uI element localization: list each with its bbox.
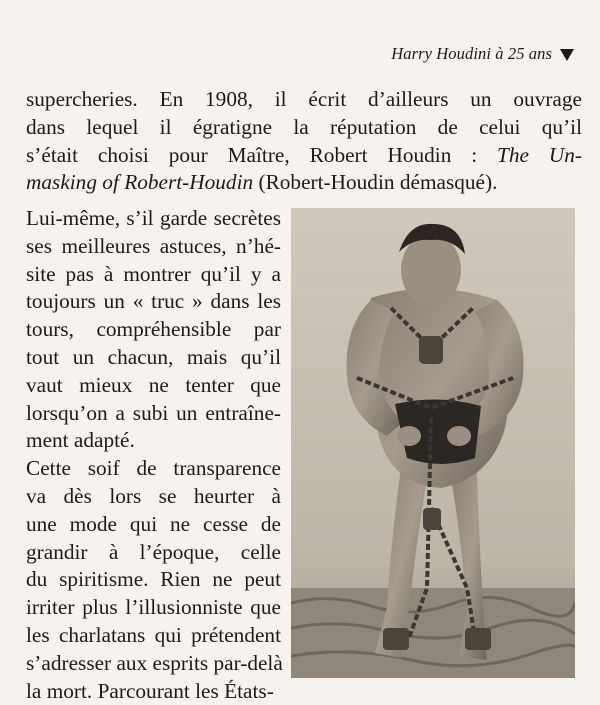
text-line: tours, compréhensible par [26, 317, 281, 342]
text-line: masking of Robert-Houdin (Robert-Houdin démasqué). [26, 170, 498, 195]
text-line: lorsqu’on a subi un entraîne- [26, 400, 281, 425]
text-line: dans lequel il égratigne la réputation de celui qu’il [26, 114, 582, 139]
opening-paragraph [26, 86, 582, 197]
paragraph [26, 455, 281, 705]
text-line: une mode qui ne cesse de [26, 511, 281, 536]
text-line: site pas à montrer qu’il y a [26, 261, 281, 286]
paragraph [26, 205, 281, 455]
text-line: Lui-même, s’il garde secrètes [26, 206, 281, 230]
text-line: Cette soif de transparence [26, 456, 281, 481]
text-line: toujours un « truc » dans les [26, 289, 281, 314]
text-line: supercheries. En 1908, il écrit d’ailleurs un ouvrage [26, 87, 582, 111]
chained-man-illustration [291, 208, 575, 678]
text-line: tout un chacun, mais qu’il [26, 344, 281, 369]
narrow-text-column [26, 205, 281, 705]
text-line: vaut mieux ne tenter que [26, 372, 281, 397]
text-line: s’était choisi pour Maître, Robert Houdin : The Un- [26, 142, 583, 167]
text-line: va dès lors se heurter à [26, 483, 281, 508]
text-line: les charlatans qui prétendent [26, 622, 281, 647]
running-header [391, 44, 574, 64]
triangle-marker-icon [560, 49, 574, 61]
text-line: s’adresser aux esprits par-delà [26, 650, 283, 675]
houdini-photograph [291, 208, 575, 678]
text-line: la mort. Parcourant les États- [26, 678, 274, 703]
text-line: ment adapté. [26, 428, 135, 453]
text-line: ses meilleures astuces, n’hé- [26, 233, 281, 258]
text-line: irriter plus l’illusionniste que [26, 595, 281, 620]
text-line: du spiritisme. Rien ne peut [26, 567, 281, 592]
text-line: grandir à l’époque, celle [26, 539, 281, 564]
running-title: Harry Houdini à 25 ans [391, 44, 552, 63]
